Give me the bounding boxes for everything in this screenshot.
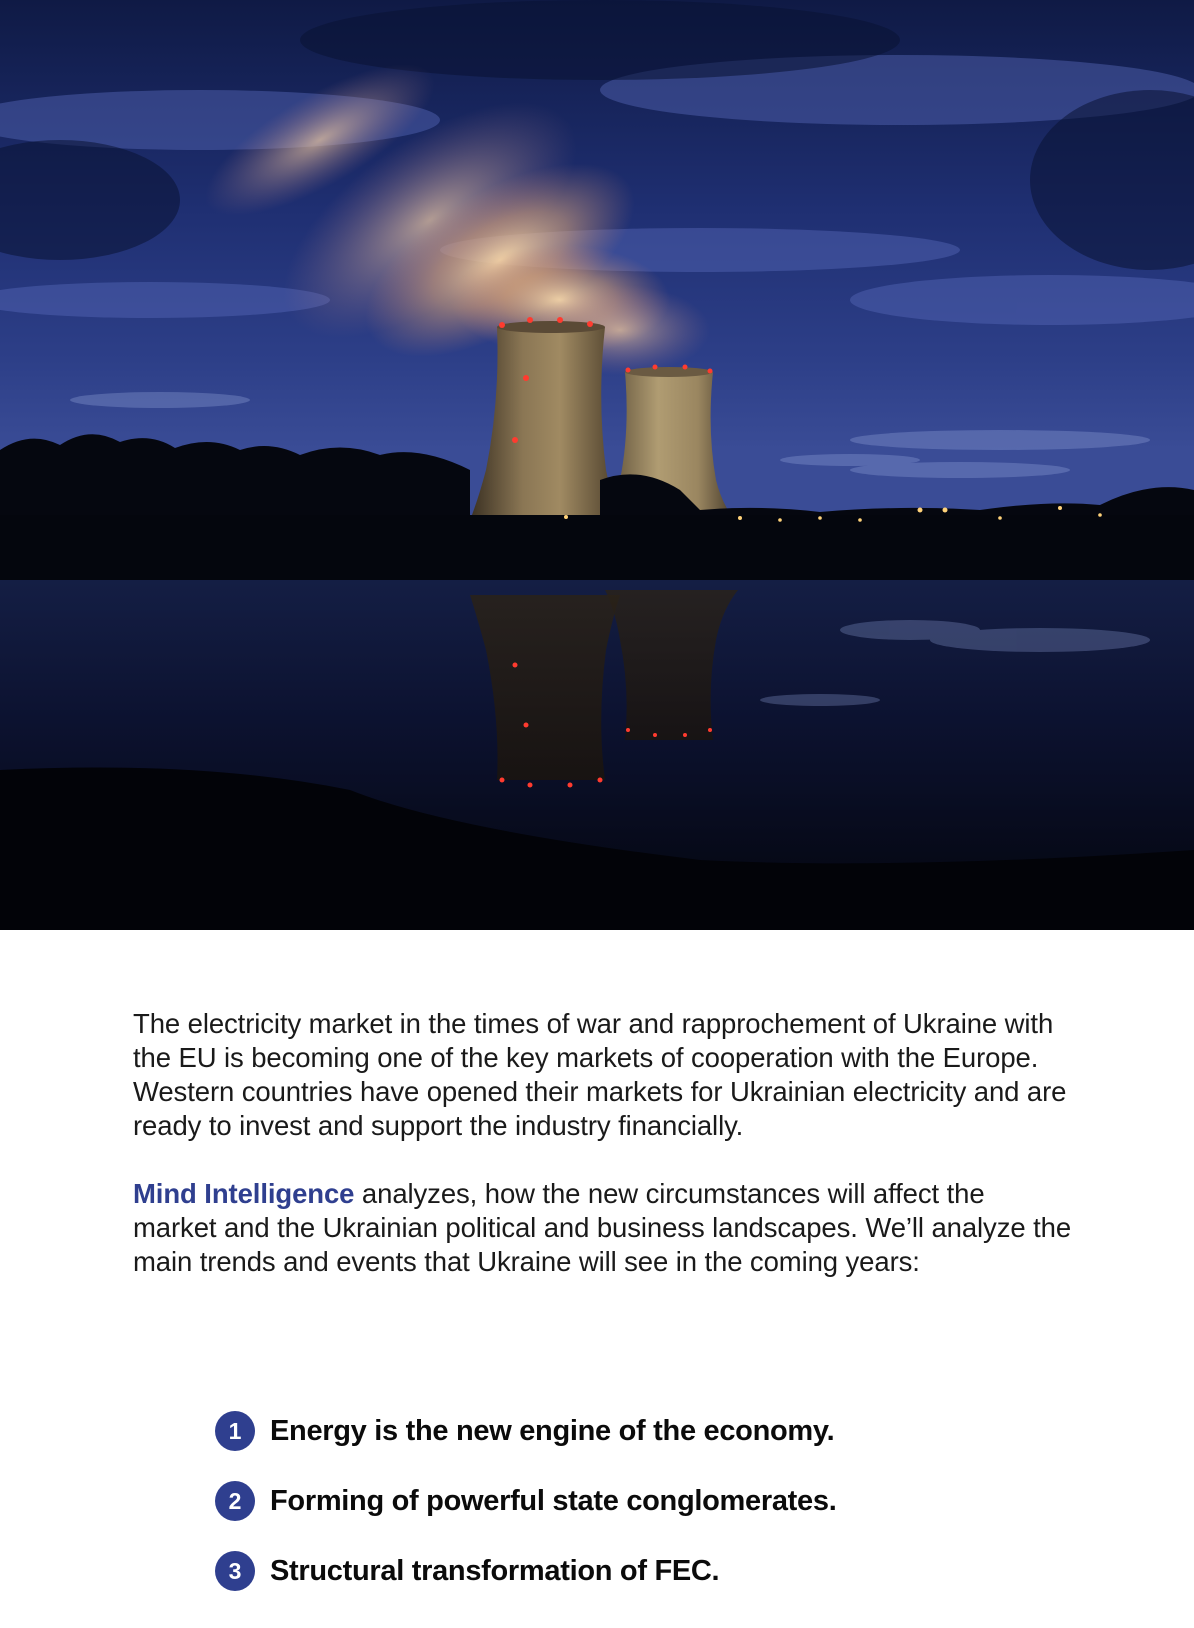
number-badge: 1 — [215, 1411, 255, 1451]
brand-name: Mind Intelligence — [133, 1178, 355, 1209]
list-item — [215, 1466, 1115, 1536]
intro-text — [133, 1007, 1073, 1279]
intro-paragraph-2 — [133, 1177, 1073, 1279]
intro-paragraph-1: The electricity market in the times of war and rapprochement of Ukraine with the EU is becoming one of the key markets of cooperation with the Europe. Western countries have opened their markets for Ukrainian electricity and are ready to invest and support the industry financially. — [133, 1008, 1067, 1141]
trends-list — [215, 1396, 1115, 1606]
number-badge: 3 — [215, 1551, 255, 1591]
intro-paragraph-2-text: analyzes, how the new circumstances will affect the market and the Ukrainian political and business landscapes. We’ll analyze the main trends and events that Ukraine will see in the coming years: — [133, 1178, 1072, 1277]
list-item — [215, 1396, 1115, 1466]
trend-text: Energy is the new engine of the economy. — [270, 1414, 835, 1447]
trend-text: Structural transformation of FEC. — [270, 1554, 720, 1587]
list-item — [215, 1536, 1115, 1606]
number-badge: 2 — [215, 1481, 255, 1521]
trend-text: Forming of powerful state conglomerates. — [270, 1484, 837, 1517]
